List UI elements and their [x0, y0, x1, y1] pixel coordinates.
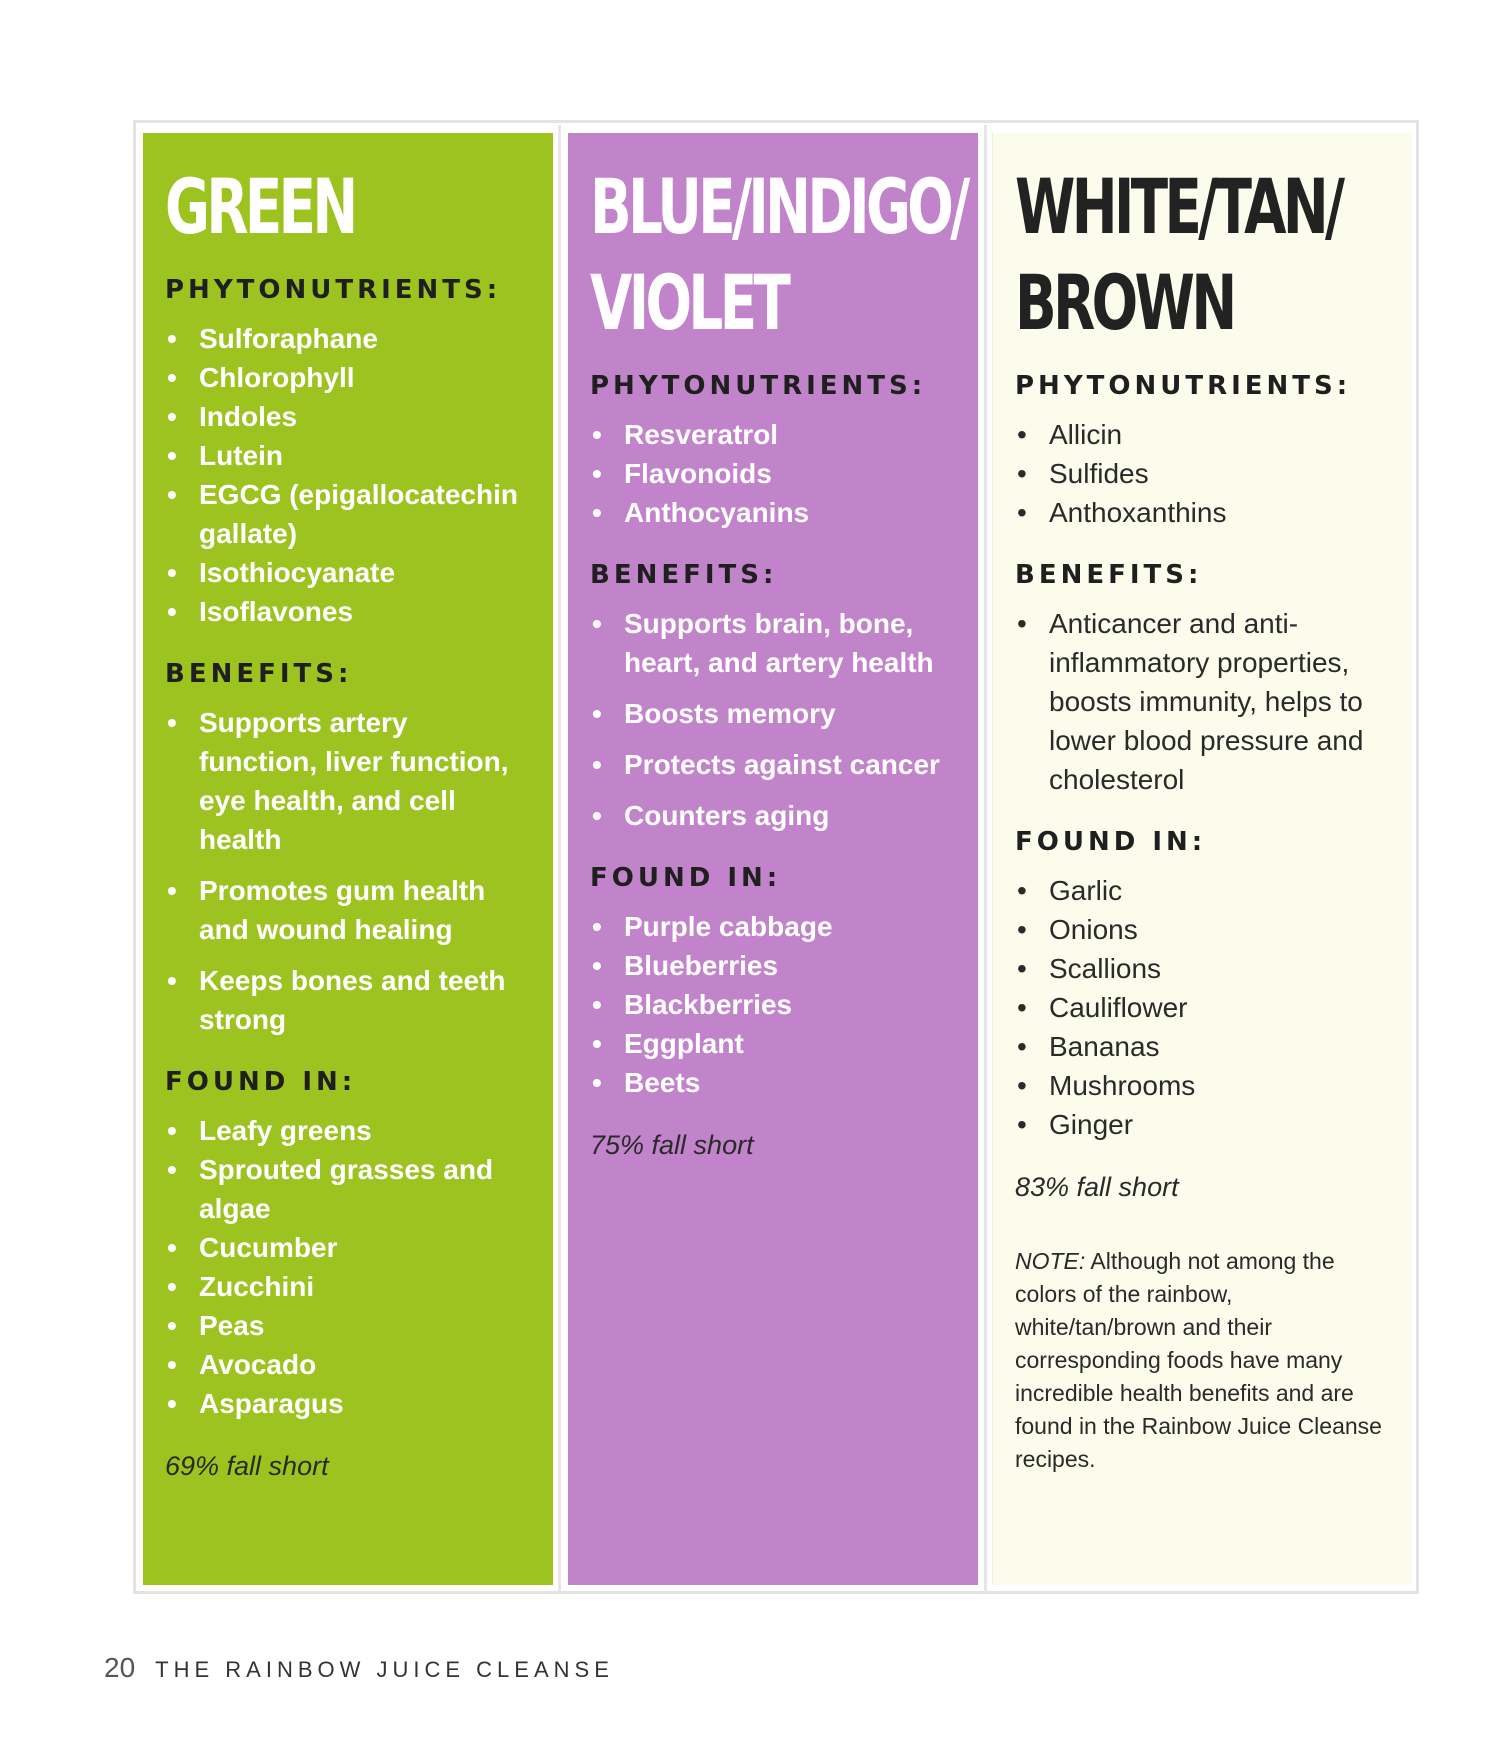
benefits-heading: BENEFITS:: [165, 659, 353, 689]
list-item: • Isoflavones: [165, 592, 533, 631]
found-in-heading: FOUND IN:: [590, 863, 782, 893]
phytonutrients-list: [590, 415, 958, 532]
page-number: 20: [104, 1652, 136, 1683]
list-item: • Blackberries: [590, 985, 958, 1024]
benefits-list: [1015, 604, 1392, 799]
benefits-heading: BENEFITS:: [1015, 560, 1203, 590]
list-item: • Sulfides: [1015, 454, 1392, 493]
phytonutrients-heading: PHYTONUTRIENTS:: [590, 371, 927, 401]
list-item: • Sprouted grasses and algae: [165, 1150, 533, 1228]
phytonutrients-heading: PHYTONUTRIENTS:: [165, 275, 502, 305]
phytonutrients-list: [165, 319, 533, 631]
column-title: GREEN: [165, 162, 355, 251]
column-white-tan-brown: [992, 133, 1412, 1585]
list-item: • Flavonoids: [590, 454, 958, 493]
list-item: • Anthoxanthins: [1015, 493, 1392, 532]
list-item: • EGCG (epigallocatechin gallate): [165, 475, 533, 553]
note: [1015, 1245, 1392, 1476]
found-in-list: [590, 907, 958, 1102]
list-item: • Bananas: [1015, 1027, 1392, 1066]
list-item: • Sulforaphane: [165, 319, 533, 358]
list-item: • Garlic: [1015, 871, 1392, 910]
list-item: • Indoles: [165, 397, 533, 436]
list-item: • Promotes gum health and wound healing: [165, 871, 533, 949]
column-green: [143, 133, 553, 1585]
note-text: Although not among the colors of the rainbow, white/tan/brown and their corresponding foods have many incredible health benefits and are found in the Rainbow Juice Cleanse recipes.: [1015, 1248, 1382, 1472]
list-item: • Cucumber: [165, 1228, 533, 1267]
fall-short-stat: 83% fall short: [1015, 1172, 1179, 1202]
page-footer: [104, 1652, 614, 1684]
list-item: • Counters aging: [590, 796, 958, 835]
fall-short-stat: 69% fall short: [165, 1451, 329, 1481]
found-in-heading: FOUND IN:: [1015, 827, 1207, 857]
column-blue-indigo-violet: [568, 133, 978, 1585]
note-label: NOTE:: [1015, 1248, 1086, 1274]
list-item: • Mushrooms: [1015, 1066, 1392, 1105]
list-item: • Asparagus: [165, 1384, 533, 1423]
list-item: • Boosts memory: [590, 694, 958, 733]
list-item: • Supports artery function, liver function, eye health, and cell health: [165, 703, 533, 859]
benefits-list: [165, 703, 533, 1039]
list-item: • Ginger: [1015, 1105, 1392, 1144]
phytonutrients-heading: PHYTONUTRIENTS:: [1015, 371, 1352, 401]
list-item: • Anthocyanins: [590, 493, 958, 532]
list-item: • Anticancer and anti-inflammatory properties, boosts immunity, helps to lower blood pressure and cholesterol: [1015, 604, 1392, 799]
found-in-heading: FOUND IN:: [165, 1067, 357, 1097]
list-item: • Beets: [590, 1063, 958, 1102]
fall-short-stat: 75% fall short: [590, 1130, 754, 1160]
list-item: • Zucchini: [165, 1267, 533, 1306]
column-title: BLUE/INDIGO/ VIOLET: [590, 162, 967, 347]
list-item: • Avocado: [165, 1345, 533, 1384]
list-item: • Chlorophyll: [165, 358, 533, 397]
list-item: • Resveratrol: [590, 415, 958, 454]
found-in-list: [1015, 871, 1392, 1144]
book-title: THE RAINBOW JUICE CLEANSE: [155, 1657, 614, 1682]
list-item: • Isothiocyanate: [165, 553, 533, 592]
list-item: • Peas: [165, 1306, 533, 1345]
list-item: • Keeps bones and teeth strong: [165, 961, 533, 1039]
list-item: • Protects against cancer: [590, 745, 958, 784]
found-in-list: [165, 1111, 533, 1423]
column-divider: [558, 125, 561, 1593]
list-item: • Purple cabbage: [590, 907, 958, 946]
list-item: • Eggplant: [590, 1024, 958, 1063]
list-item: • Lutein: [165, 436, 533, 475]
benefits-list: [590, 604, 958, 835]
phytonutrients-list: [1015, 415, 1392, 532]
benefits-heading: BENEFITS:: [590, 560, 778, 590]
column-divider: [984, 125, 987, 1593]
list-item: • Cauliflower: [1015, 988, 1392, 1027]
list-item: • Onions: [1015, 910, 1392, 949]
column-title: WHITE/TAN/ BROWN: [1015, 162, 1342, 347]
list-item: • Supports brain, bone, heart, and artery health: [590, 604, 958, 682]
list-item: • Leafy greens: [165, 1111, 533, 1150]
list-item: • Allicin: [1015, 415, 1392, 454]
list-item: • Scallions: [1015, 949, 1392, 988]
list-item: • Blueberries: [590, 946, 958, 985]
